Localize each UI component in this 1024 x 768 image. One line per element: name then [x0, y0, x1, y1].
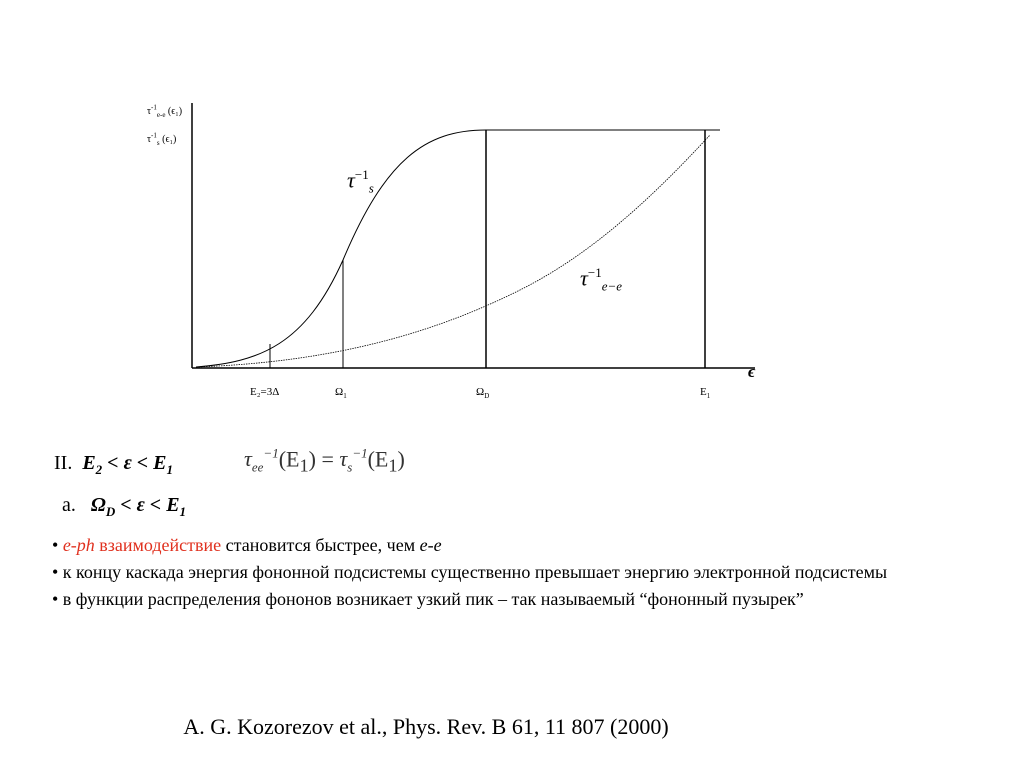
y-label-tau-ee: $\tau^{-1}_{e-e}$ (ϵ₁)	[147, 103, 183, 119]
citation: A. G. Kozorezov et al., Phys. Rev. B 61, 11 807 (2000)	[183, 714, 669, 739]
bullet-3: • в функции распределения фононов возникает узкий пик – так называемый “фононный пузырек”	[52, 589, 804, 609]
x-tick-e1: $E_1$	[700, 386, 711, 401]
x-tick-omegaD: $\Omega_D$	[476, 386, 490, 401]
y-label-tau-s: $\tau^{-1}_s$ (ϵ₁)	[147, 131, 177, 147]
condition-ii: II. $E_2 < \varepsilon < E_1$	[54, 452, 174, 477]
x-axis-label: ϵ	[748, 362, 756, 381]
condition-a: a. $\Omega_D < \varepsilon < E_1$	[62, 494, 187, 519]
curve-label-tau-ee: $\tau^{-1}_{e-e}$	[580, 265, 623, 294]
condition-ii-numeral: II.	[54, 452, 73, 474]
bullet-2: • к концу каскада энергия фононной подсистемы существенно превышает энергию электронной подсистемы	[52, 562, 888, 582]
bullet-1: • e-ph взаимодействие становится быстрее, чем e-e	[52, 535, 442, 555]
condition-a-letter: a.	[62, 494, 76, 516]
rate-equality-formula: $\tau_{ee}^{-1}(E_1) = \tau_s^{-1}(E_1)$	[244, 446, 405, 476]
curve-tau-ee	[196, 135, 710, 367]
curve-tau-s	[196, 130, 720, 367]
x-tick-e2: E₂=3Δ	[250, 386, 280, 398]
curve-label-tau-s: $\tau^{-1}_s$	[347, 167, 374, 196]
x-tick-omega1: $\Omega_1$	[335, 386, 347, 401]
bullet-list	[52, 532, 952, 613]
